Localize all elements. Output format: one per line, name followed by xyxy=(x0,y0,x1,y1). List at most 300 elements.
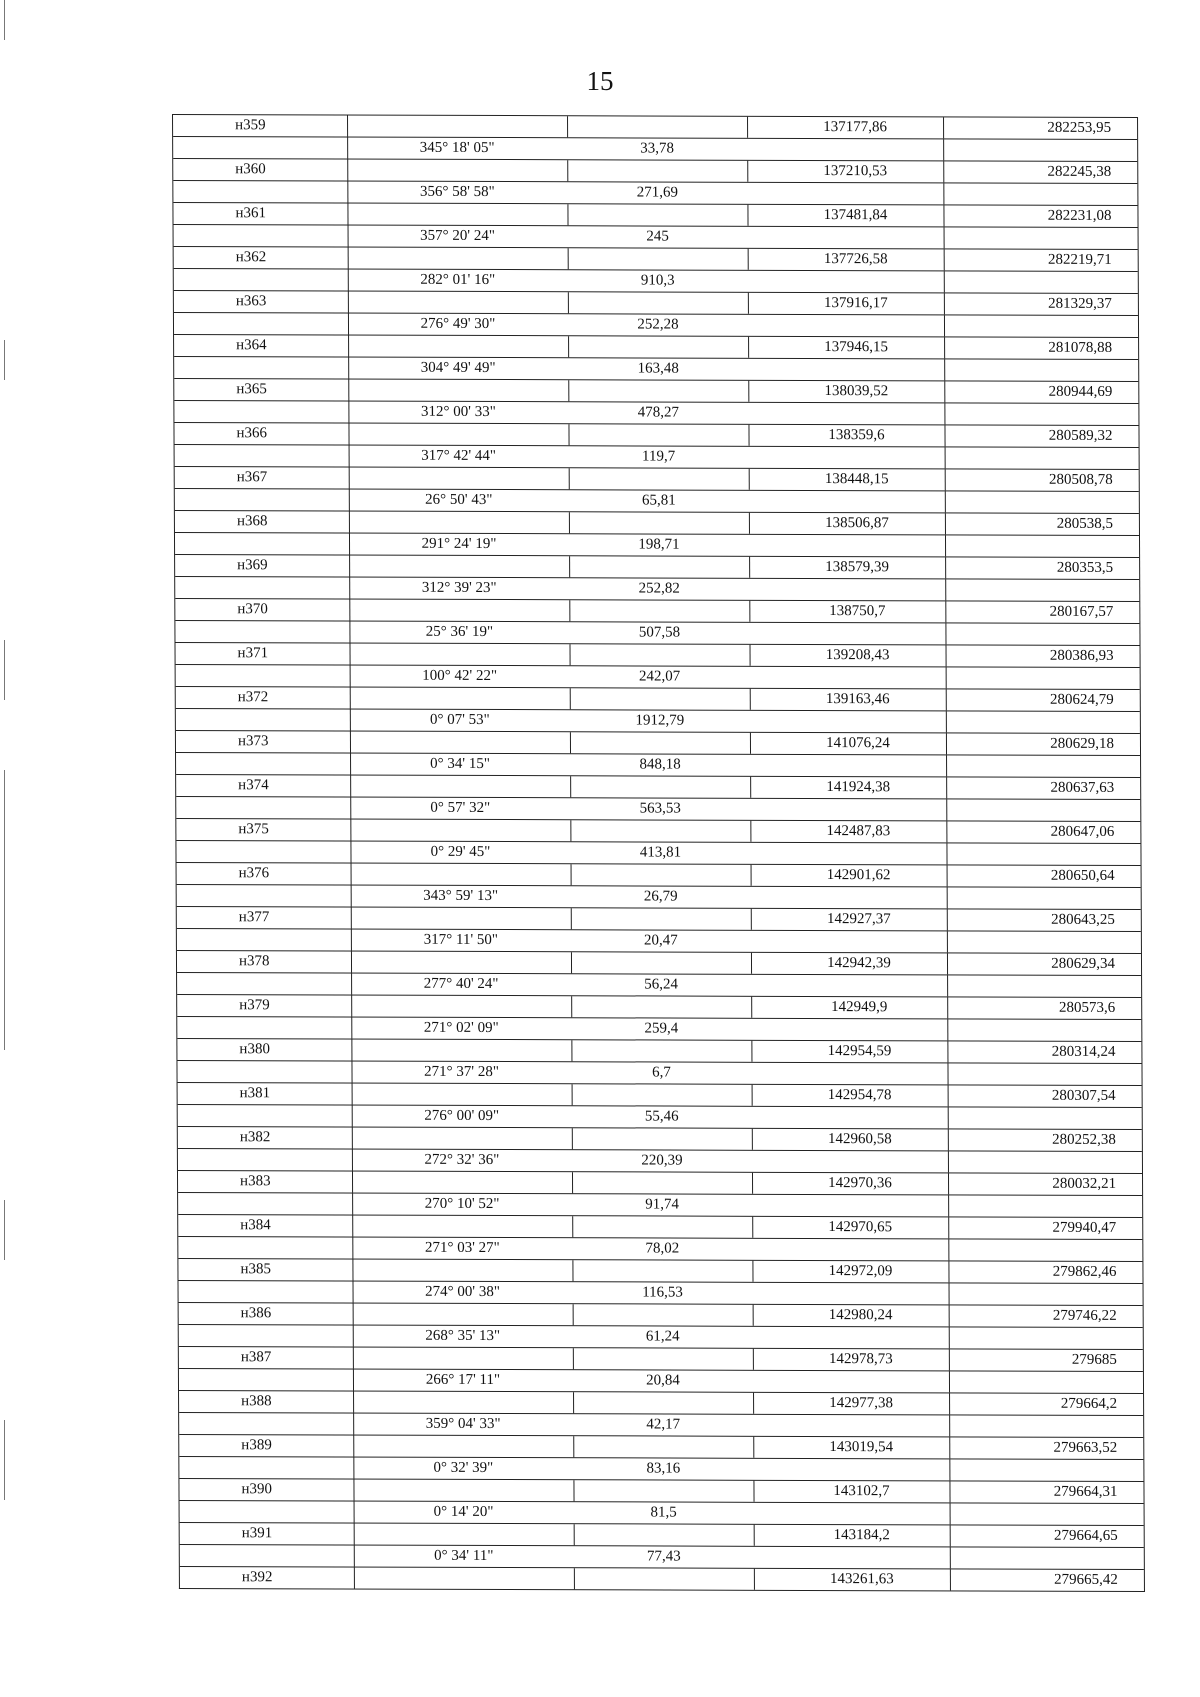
segment-row xyxy=(176,708,1140,733)
distance-cell: 77,43 xyxy=(646,1548,681,1565)
distance-cell: 242,07 xyxy=(638,668,681,685)
column-divider xyxy=(571,908,572,929)
segment-row xyxy=(175,488,1139,513)
bearing-angle-cell: 317° 11' 50" xyxy=(423,931,499,949)
segment-row xyxy=(179,1324,1143,1349)
column-divider xyxy=(570,776,571,797)
point-name-cell: н391 xyxy=(241,1525,273,1542)
y-coordinate-cell: 280252,38 xyxy=(1052,1131,1116,1148)
column-divider xyxy=(351,996,352,1017)
point-name-cell: н388 xyxy=(241,1393,272,1410)
point-name-cell: н377 xyxy=(238,909,270,926)
distance-cell: 78,02 xyxy=(645,1240,680,1257)
y-coordinate-cell: 280508,78 xyxy=(1048,471,1113,488)
segment-row xyxy=(173,136,1137,161)
y-coordinate-cell: 279685 xyxy=(1071,1351,1117,1368)
bearing-angle-cell: 317° 42' 44" xyxy=(421,447,497,465)
bearing-angle-cell: 0° 07' 53" xyxy=(429,711,490,728)
column-divider xyxy=(353,1304,354,1325)
y-coordinate-cell: 279665,42 xyxy=(1054,1571,1118,1588)
distance-cell: 848,18 xyxy=(639,756,681,773)
bearing-angle-cell: 271° 37' 28" xyxy=(424,1063,499,1081)
column-divider xyxy=(570,688,571,709)
y-coordinate-cell: 279746,22 xyxy=(1052,1307,1117,1324)
y-coordinate-cell: 279664,2 xyxy=(1060,1395,1118,1412)
point-row xyxy=(178,1214,1142,1239)
point-row xyxy=(175,598,1139,623)
y-coordinate-cell: 280573,6 xyxy=(1058,999,1116,1016)
y-coordinate-cell: 280167,57 xyxy=(1049,603,1114,620)
column-divider xyxy=(943,139,944,160)
distance-cell: 252,28 xyxy=(637,316,679,333)
column-divider xyxy=(352,1128,353,1149)
x-coordinate-cell: 137946,15 xyxy=(824,339,889,356)
column-divider xyxy=(573,1436,574,1457)
column-divider xyxy=(569,556,570,577)
bearing-angle-cell: 282° 01' 16" xyxy=(420,271,496,289)
column-divider xyxy=(350,776,351,797)
distance-cell: 61,24 xyxy=(645,1328,680,1345)
point-row xyxy=(178,1170,1142,1195)
point-name-cell: н376 xyxy=(238,865,270,882)
point-name-cell: н365 xyxy=(236,381,267,398)
point-row xyxy=(177,1038,1141,1063)
y-coordinate-cell: 280307,54 xyxy=(1051,1087,1116,1104)
column-divider xyxy=(572,1084,573,1105)
y-coordinate-cell: 280353,5 xyxy=(1056,559,1114,576)
point-row xyxy=(176,686,1140,711)
x-coordinate-cell: 142960,58 xyxy=(827,1131,892,1148)
column-divider xyxy=(347,160,348,181)
column-divider xyxy=(945,579,946,600)
x-coordinate-cell: 138750,7 xyxy=(829,603,886,620)
column-divider xyxy=(949,1327,950,1348)
column-divider xyxy=(351,864,352,885)
x-coordinate-cell: 143102,7 xyxy=(833,1483,890,1500)
x-coordinate-cell: 142970,36 xyxy=(828,1175,892,1192)
y-coordinate-cell: 282253,95 xyxy=(1047,119,1112,136)
bearing-angle-cell: 271° 03' 27" xyxy=(424,1239,500,1257)
x-coordinate-cell: 142487,83 xyxy=(826,823,891,840)
column-divider xyxy=(944,315,945,336)
y-coordinate-cell: 280650,64 xyxy=(1050,867,1115,884)
segment-row xyxy=(180,1500,1144,1525)
column-divider xyxy=(572,1172,573,1193)
scan-margin-marks xyxy=(0,0,14,1697)
column-divider xyxy=(947,887,948,908)
column-divider xyxy=(950,1503,951,1524)
column-divider xyxy=(349,644,350,665)
x-coordinate-cell: 142977,38 xyxy=(829,1395,893,1412)
point-name-cell: н385 xyxy=(240,1261,272,1278)
segment-row xyxy=(179,1368,1143,1393)
point-name-cell: н367 xyxy=(236,469,268,486)
x-coordinate-cell: 137726,58 xyxy=(823,251,888,268)
column-divider xyxy=(570,644,571,665)
point-name-cell: н392 xyxy=(241,1569,273,1586)
point-row xyxy=(174,378,1138,403)
page-number: 15 xyxy=(586,66,614,96)
column-divider xyxy=(567,160,568,181)
segment-row xyxy=(174,400,1138,425)
column-divider xyxy=(946,667,947,688)
column-divider xyxy=(353,1480,354,1501)
column-divider xyxy=(948,1195,949,1216)
point-row xyxy=(178,1082,1142,1107)
y-coordinate-cell: 279663,52 xyxy=(1053,1439,1118,1456)
x-coordinate-cell: 141076,24 xyxy=(826,735,890,752)
column-divider xyxy=(353,1348,354,1369)
bearing-angle-cell: 312° 39' 23" xyxy=(421,579,497,597)
column-divider xyxy=(569,600,570,621)
point-name-cell: н386 xyxy=(240,1305,272,1322)
point-name-cell: н381 xyxy=(239,1085,271,1102)
coordinates-table xyxy=(172,114,1145,1592)
x-coordinate-cell: 137210,53 xyxy=(823,163,888,180)
x-coordinate-cell: 142970,65 xyxy=(828,1219,893,1236)
segment-row xyxy=(177,1016,1141,1041)
column-divider xyxy=(349,600,350,621)
point-name-cell: н368 xyxy=(236,513,268,530)
segment-row xyxy=(176,752,1140,777)
y-coordinate-cell: 280629,34 xyxy=(1051,955,1116,972)
segment-row xyxy=(174,356,1138,381)
x-coordinate-cell: 137177,86 xyxy=(823,119,887,136)
x-coordinate-cell: 139163,46 xyxy=(825,691,890,708)
column-divider xyxy=(944,227,945,248)
bearing-angle-cell: 343° 59' 13" xyxy=(423,887,499,905)
column-divider xyxy=(573,1348,574,1369)
column-divider xyxy=(349,512,350,533)
column-divider xyxy=(352,1084,353,1105)
bearing-angle-cell: 291° 24' 19" xyxy=(421,535,497,553)
distance-cell: 91,74 xyxy=(645,1196,680,1213)
segment-row xyxy=(178,1192,1142,1217)
point-name-cell: н384 xyxy=(240,1217,271,1234)
distance-cell: 478,27 xyxy=(637,404,680,421)
y-coordinate-cell: 280386,93 xyxy=(1049,647,1114,664)
segment-row xyxy=(178,1104,1142,1129)
column-divider xyxy=(947,1019,948,1040)
bearing-angle-cell: 0° 57' 32" xyxy=(430,799,491,816)
point-row xyxy=(176,730,1140,755)
y-coordinate-cell: 279862,46 xyxy=(1052,1263,1117,1280)
bearing-angle-cell: 268° 35' 13" xyxy=(425,1327,501,1345)
point-row xyxy=(177,994,1141,1019)
segment-row xyxy=(174,224,1138,249)
x-coordinate-cell: 143184,2 xyxy=(833,1527,890,1544)
y-coordinate-cell: 280643,25 xyxy=(1051,911,1115,928)
column-divider xyxy=(354,1524,355,1545)
column-divider xyxy=(570,732,571,753)
y-coordinate-cell: 282231,08 xyxy=(1047,207,1112,224)
point-name-cell: н390 xyxy=(241,1481,273,1498)
column-divider xyxy=(567,116,568,137)
column-divider xyxy=(353,1392,354,1413)
point-row xyxy=(179,1434,1143,1459)
column-divider xyxy=(568,292,569,313)
column-divider xyxy=(572,1216,573,1237)
column-divider xyxy=(567,204,568,225)
point-name-cell: н389 xyxy=(241,1437,272,1454)
column-divider xyxy=(946,843,947,864)
distance-cell: 220,39 xyxy=(641,1152,683,1169)
point-row xyxy=(180,1566,1144,1591)
column-divider xyxy=(572,1260,573,1281)
bearing-angle-cell: 0° 32' 39" xyxy=(433,1459,494,1476)
column-divider xyxy=(949,1371,950,1392)
distance-cell: 81,5 xyxy=(650,1504,677,1521)
segment-row xyxy=(178,1236,1142,1261)
column-divider xyxy=(568,380,569,401)
y-coordinate-cell: 280589,32 xyxy=(1048,427,1113,444)
column-divider xyxy=(348,336,349,357)
column-divider xyxy=(348,248,349,269)
bearing-angle-cell: 272° 32' 36" xyxy=(424,1151,500,1169)
distance-cell: 20,47 xyxy=(643,932,678,949)
segment-row xyxy=(175,444,1139,469)
distance-cell: 259,4 xyxy=(644,1020,679,1037)
distance-cell: 563,53 xyxy=(639,800,681,817)
column-divider xyxy=(948,1151,949,1172)
point-name-cell: н380 xyxy=(239,1041,270,1058)
column-divider xyxy=(571,864,572,885)
column-divider xyxy=(949,1415,950,1436)
bearing-angle-cell: 359° 04' 33" xyxy=(425,1415,501,1433)
segment-row xyxy=(174,268,1138,293)
x-coordinate-cell: 143019,54 xyxy=(829,1439,894,1456)
point-row xyxy=(177,950,1141,975)
point-row xyxy=(180,1522,1144,1547)
x-coordinate-cell: 143261,63 xyxy=(829,1571,894,1588)
distance-cell: 252,82 xyxy=(638,580,680,597)
point-row xyxy=(174,422,1138,447)
point-row xyxy=(178,1126,1142,1151)
column-divider xyxy=(573,1392,574,1413)
point-name-cell: н383 xyxy=(239,1173,271,1190)
x-coordinate-cell: 138579,39 xyxy=(825,559,890,576)
column-divider xyxy=(950,1547,951,1568)
point-name-cell: н379 xyxy=(239,997,270,1014)
column-divider xyxy=(571,952,572,973)
column-divider xyxy=(347,116,348,137)
bearing-angle-cell: 356° 58' 58" xyxy=(419,183,495,201)
column-divider xyxy=(944,271,945,292)
point-name-cell: н362 xyxy=(235,249,267,266)
column-divider xyxy=(352,1260,353,1281)
segment-row xyxy=(178,1148,1142,1173)
bearing-angle-cell: 276° 00' 09" xyxy=(424,1107,500,1125)
y-coordinate-cell: 281078,88 xyxy=(1048,339,1113,356)
column-divider xyxy=(348,424,349,445)
bearing-angle-cell: 0° 34' 11" xyxy=(434,1547,494,1564)
y-coordinate-cell: 280637,63 xyxy=(1050,779,1115,796)
segment-row xyxy=(177,1060,1141,1085)
column-divider xyxy=(948,1107,949,1128)
distance-cell: 116,53 xyxy=(642,1284,683,1301)
point-row xyxy=(175,510,1139,535)
point-name-cell: н360 xyxy=(235,161,266,178)
bearing-angle-cell: 26° 50' 43" xyxy=(425,491,493,508)
column-divider xyxy=(574,1524,575,1545)
distance-cell: 6,7 xyxy=(652,1064,671,1081)
distance-cell: 910,3 xyxy=(640,272,675,289)
point-name-cell: н375 xyxy=(238,821,269,838)
point-row xyxy=(175,466,1139,491)
distance-cell: 42,17 xyxy=(646,1416,681,1433)
column-divider xyxy=(568,424,569,445)
distance-cell: 163,48 xyxy=(637,360,679,377)
distance-cell: 83,16 xyxy=(646,1460,681,1477)
column-divider xyxy=(570,820,571,841)
point-row xyxy=(173,114,1137,139)
y-coordinate-cell: 280944,69 xyxy=(1048,383,1113,400)
column-divider xyxy=(348,292,349,313)
point-row xyxy=(178,1258,1142,1283)
segment-row xyxy=(175,532,1139,557)
column-divider xyxy=(571,996,572,1017)
bearing-angle-cell: 277° 40' 24" xyxy=(423,975,499,993)
distance-cell: 65,81 xyxy=(641,492,676,509)
column-divider xyxy=(948,1239,949,1260)
point-row xyxy=(177,862,1141,887)
column-divider xyxy=(946,755,947,776)
column-divider xyxy=(349,468,350,489)
point-row xyxy=(179,1346,1143,1371)
column-divider xyxy=(569,512,570,533)
point-name-cell: н382 xyxy=(239,1129,271,1146)
distance-cell: 271,69 xyxy=(636,184,679,201)
column-divider xyxy=(947,931,948,952)
x-coordinate-cell: 142927,37 xyxy=(826,911,891,928)
point-row xyxy=(177,906,1141,931)
point-row xyxy=(174,290,1138,315)
bearing-angle-cell: 276° 49' 30" xyxy=(420,315,496,333)
distance-cell: 33,78 xyxy=(640,140,675,157)
y-coordinate-cell: 280647,06 xyxy=(1050,823,1115,840)
point-row xyxy=(179,1478,1143,1503)
distance-cell: 119,7 xyxy=(641,448,676,465)
bearing-angle-cell: 357° 20' 24" xyxy=(420,227,496,245)
segment-row xyxy=(175,620,1139,645)
column-divider xyxy=(351,908,352,929)
segment-row xyxy=(176,796,1140,821)
distance-cell: 55,46 xyxy=(644,1108,679,1125)
segment-row xyxy=(177,972,1141,997)
x-coordinate-cell: 138448,15 xyxy=(824,471,889,488)
bearing-angle-cell: 274° 00' 38" xyxy=(425,1283,500,1301)
column-divider xyxy=(572,1128,573,1149)
bearing-angle-cell: 25° 36' 19" xyxy=(425,623,494,640)
point-name-cell: н363 xyxy=(235,293,267,310)
bearing-angle-cell: 0° 29' 45" xyxy=(430,843,491,860)
column-divider xyxy=(350,732,351,753)
column-divider xyxy=(574,1568,575,1589)
bearing-angle-cell: 271° 02' 09" xyxy=(423,1019,499,1037)
point-name-cell: н370 xyxy=(237,601,268,618)
column-divider xyxy=(569,468,570,489)
point-row xyxy=(176,818,1140,843)
y-coordinate-cell: 280538,5 xyxy=(1056,515,1113,532)
point-row xyxy=(179,1302,1143,1327)
segment-row xyxy=(174,312,1138,337)
point-row xyxy=(176,774,1140,799)
y-coordinate-cell: 282219,71 xyxy=(1047,251,1112,268)
segment-row xyxy=(175,576,1139,601)
column-divider xyxy=(944,403,945,424)
column-divider xyxy=(949,1459,950,1480)
column-divider xyxy=(947,975,948,996)
column-divider xyxy=(349,556,350,577)
x-coordinate-cell: 142949,9 xyxy=(831,999,888,1016)
column-divider xyxy=(350,688,351,709)
point-name-cell: н364 xyxy=(236,337,267,354)
x-coordinate-cell: 137481,84 xyxy=(823,207,888,224)
point-name-cell: н387 xyxy=(240,1349,272,1366)
column-divider xyxy=(353,1436,354,1457)
x-coordinate-cell: 138506,87 xyxy=(825,515,889,532)
column-divider xyxy=(571,1040,572,1061)
column-divider xyxy=(568,336,569,357)
column-divider xyxy=(945,535,946,556)
y-coordinate-cell: 281329,37 xyxy=(1048,295,1112,312)
x-coordinate-cell: 142901,62 xyxy=(826,867,891,884)
point-name-cell: н373 xyxy=(237,733,269,750)
bearing-angle-cell: 0° 34' 15" xyxy=(430,755,491,772)
distance-cell: 1912,79 xyxy=(635,712,685,729)
bearing-angle-cell: 270° 10' 52" xyxy=(424,1195,500,1213)
x-coordinate-cell: 142954,78 xyxy=(827,1087,892,1104)
point-name-cell: н366 xyxy=(236,425,268,442)
distance-cell: 413,81 xyxy=(639,844,682,861)
column-divider xyxy=(949,1283,950,1304)
column-divider xyxy=(945,447,946,468)
x-coordinate-cell: 142942,39 xyxy=(827,955,891,972)
column-divider xyxy=(945,623,946,644)
point-name-cell: н361 xyxy=(235,205,267,222)
x-coordinate-cell: 142980,24 xyxy=(828,1307,893,1324)
segment-row xyxy=(176,840,1140,865)
column-divider xyxy=(352,1172,353,1193)
point-row xyxy=(174,334,1138,359)
column-divider xyxy=(944,359,945,380)
segment-row xyxy=(176,664,1140,689)
point-name-cell: н371 xyxy=(237,645,269,662)
column-divider xyxy=(568,248,569,269)
segment-row xyxy=(177,884,1141,909)
y-coordinate-cell: 279940,47 xyxy=(1052,1219,1117,1236)
segment-row xyxy=(180,1544,1144,1569)
distance-cell: 26,79 xyxy=(643,888,678,905)
segment-row xyxy=(178,1280,1142,1305)
distance-cell: 20,84 xyxy=(646,1372,680,1389)
bearing-angle-cell: 100° 42' 22" xyxy=(422,667,498,685)
segment-row xyxy=(179,1412,1143,1437)
point-row xyxy=(175,642,1139,667)
point-row xyxy=(173,202,1137,227)
column-divider xyxy=(943,183,944,204)
point-name-cell: н374 xyxy=(238,777,269,794)
column-divider xyxy=(946,799,947,820)
column-divider xyxy=(348,380,349,401)
point-row xyxy=(173,158,1137,183)
segment-row xyxy=(173,180,1137,205)
bearing-angle-cell: 0° 14' 20" xyxy=(433,1503,494,1520)
distance-cell: 198,71 xyxy=(638,536,680,553)
x-coordinate-cell: 142978,73 xyxy=(828,1351,893,1368)
column-divider xyxy=(351,1040,352,1061)
column-divider xyxy=(945,491,946,512)
